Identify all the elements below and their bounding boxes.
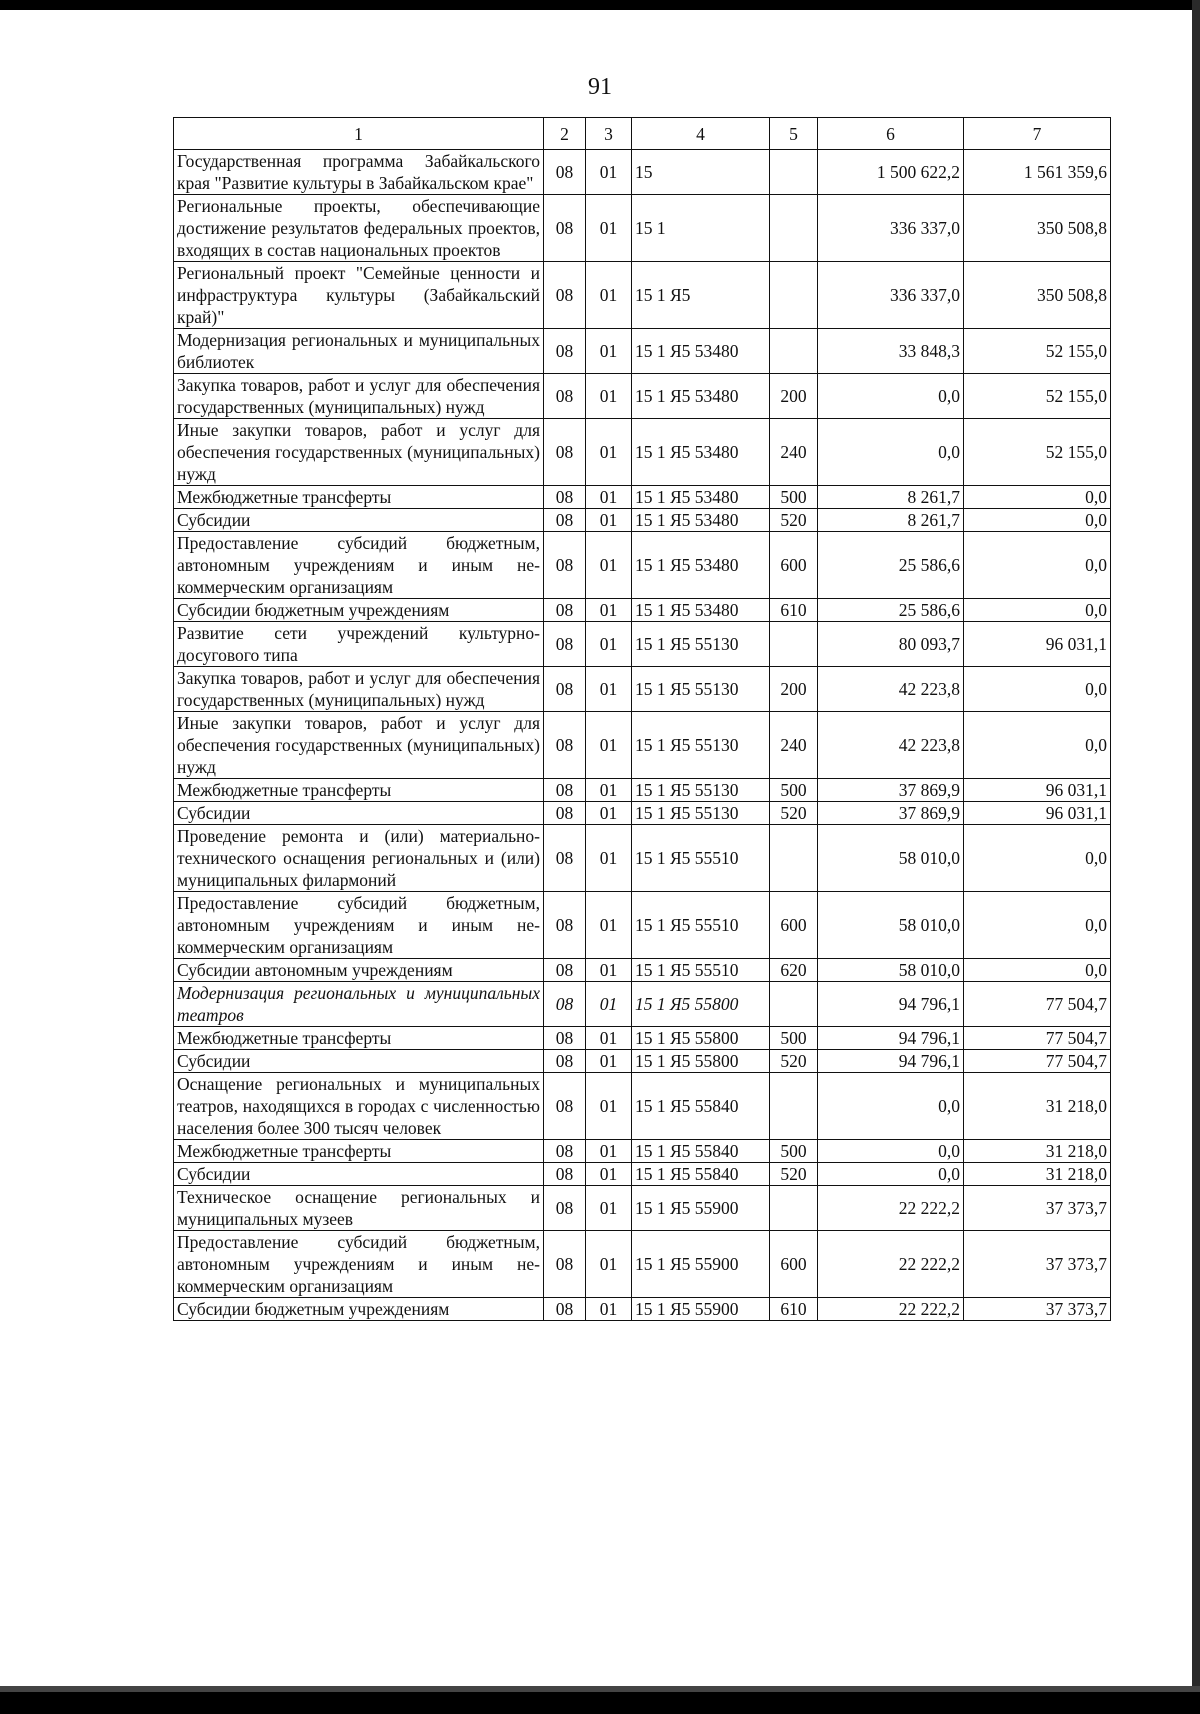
row-amount-year2: 1 561 359,6: [964, 150, 1111, 195]
row-target-article: 15 1 Я5 55510: [632, 825, 770, 892]
row-subsection: 01: [586, 712, 632, 779]
row-target-article: 15 1: [632, 195, 770, 262]
row-amount-year2: 0,0: [964, 667, 1111, 712]
table-row: [174, 150, 1111, 195]
row-section: 08: [544, 532, 586, 599]
row-target-article: 15 1 Я5 55130: [632, 802, 770, 825]
row-expense-type: 500: [770, 1140, 818, 1163]
row-target-article: 15 1 Я5 53480: [632, 532, 770, 599]
table-row: [174, 509, 1111, 532]
row-amount-year2: 0,0: [964, 825, 1111, 892]
row-section: 08: [544, 1298, 586, 1321]
row-expense-type: 600: [770, 1231, 818, 1298]
row-name: Закупка товаров, работ и услуг для обеспечения государственных (муниципальных) нужд: [174, 667, 544, 712]
row-subsection: 01: [586, 262, 632, 329]
row-section: 08: [544, 419, 586, 486]
row-name: Субсидии автономным учреждениям: [174, 959, 544, 982]
row-target-article: 15 1 Я5 55510: [632, 892, 770, 959]
table-row: [174, 329, 1111, 374]
row-section: 08: [544, 779, 586, 802]
row-expense-type: 500: [770, 1027, 818, 1050]
row-subsection: 01: [586, 599, 632, 622]
row-subsection: 01: [586, 1073, 632, 1140]
row-subsection: 01: [586, 622, 632, 667]
row-expense-type: 500: [770, 779, 818, 802]
row-section: 08: [544, 1163, 586, 1186]
row-expense-type: 600: [770, 532, 818, 599]
table-row: [174, 1073, 1111, 1140]
row-subsection: 01: [586, 374, 632, 419]
row-amount-year1: 22 222,2: [818, 1231, 964, 1298]
row-target-article: 15 1 Я5 55510: [632, 959, 770, 982]
row-target-article: 15: [632, 150, 770, 195]
header-col-1: 1: [174, 118, 544, 150]
row-target-article: 15 1 Я5 55130: [632, 779, 770, 802]
table-row: [174, 195, 1111, 262]
row-subsection: 01: [586, 892, 632, 959]
row-section: 08: [544, 329, 586, 374]
row-subsection: 01: [586, 1050, 632, 1073]
row-name: Предоставление субсидий бюджетным, автономным учреждениям и иным некоммерческим организациям: [174, 892, 544, 959]
table-row: [174, 374, 1111, 419]
budget-table: [173, 117, 1111, 1321]
row-name: Предоставление субсидий бюджетным, автономным учреждениям и иным некоммерческим организациям: [174, 1231, 544, 1298]
row-target-article: 15 1 Я5 53480: [632, 509, 770, 532]
row-amount-year1: 22 222,2: [818, 1298, 964, 1321]
row-amount-year1: 336 337,0: [818, 262, 964, 329]
table-row: [174, 1163, 1111, 1186]
row-section: 08: [544, 374, 586, 419]
row-amount-year2: 0,0: [964, 532, 1111, 599]
row-amount-year1: 0,0: [818, 1140, 964, 1163]
table-row: [174, 532, 1111, 599]
row-amount-year1: 336 337,0: [818, 195, 964, 262]
table-row: [174, 802, 1111, 825]
header-col-2: 2: [544, 118, 586, 150]
table-row: [174, 959, 1111, 982]
row-section: 08: [544, 486, 586, 509]
table-row: [174, 1298, 1111, 1321]
row-amount-year1: 8 261,7: [818, 486, 964, 509]
row-target-article: 15 1 Я5 55800: [632, 1027, 770, 1050]
row-expense-type: 520: [770, 509, 818, 532]
row-target-article: 15 1 Я5 55840: [632, 1073, 770, 1140]
row-expense-type: [770, 262, 818, 329]
row-amount-year2: 31 218,0: [964, 1140, 1111, 1163]
header-col-3: 3: [586, 118, 632, 150]
scan-border-top: [0, 0, 1200, 10]
row-name: Субсидии бюджетным учреждениям: [174, 599, 544, 622]
row-amount-year2: 96 031,1: [964, 779, 1111, 802]
row-section: 08: [544, 622, 586, 667]
row-amount-year1: 94 796,1: [818, 982, 964, 1027]
row-amount-year2: 0,0: [964, 599, 1111, 622]
row-subsection: 01: [586, 419, 632, 486]
row-subsection: 01: [586, 150, 632, 195]
row-name: Государственная программа Забайкальского края "Развитие культуры в Забайкальском крае": [174, 150, 544, 195]
row-amount-year2: 37 373,7: [964, 1298, 1111, 1321]
row-section: 08: [544, 599, 586, 622]
row-name: Предоставление субсидий бюджетным, автономным учреждениям и иным некоммерческим организациям: [174, 532, 544, 599]
table-row: [174, 1186, 1111, 1231]
row-expense-type: 240: [770, 712, 818, 779]
row-name: Иные закупки товаров, работ и услуг для обеспечения государственных (муниципальных) нужд: [174, 419, 544, 486]
row-expense-type: 200: [770, 374, 818, 419]
row-name: Модернизация региональных и муниципальных библиотек: [174, 329, 544, 374]
row-amount-year2: 77 504,7: [964, 982, 1111, 1027]
row-name: Субсидии: [174, 1163, 544, 1186]
table-row: [174, 982, 1111, 1027]
row-name: Межбюджетные трансферты: [174, 779, 544, 802]
row-expense-type: 610: [770, 599, 818, 622]
row-target-article: 15 1 Я5 53480: [632, 419, 770, 486]
row-expense-type: 610: [770, 1298, 818, 1321]
row-amount-year2: 0,0: [964, 892, 1111, 959]
row-name: Развитие сети учреждений культурно-досугового типа: [174, 622, 544, 667]
row-amount-year1: 25 586,6: [818, 599, 964, 622]
row-target-article: 15 1 Я5 55130: [632, 667, 770, 712]
row-amount-year1: 0,0: [818, 419, 964, 486]
row-name: Региональный проект "Семейные ценности и инфраструктура культуры (Забайкальский край)": [174, 262, 544, 329]
row-amount-year1: 94 796,1: [818, 1050, 964, 1073]
row-amount-year2: 37 373,7: [964, 1186, 1111, 1231]
row-name: Закупка товаров, работ и услуг для обеспечения государственных (муниципальных) нужд: [174, 374, 544, 419]
row-subsection: 01: [586, 532, 632, 599]
row-subsection: 01: [586, 1140, 632, 1163]
row-amount-year2: 0,0: [964, 712, 1111, 779]
row-amount-year2: 0,0: [964, 486, 1111, 509]
row-expense-type: [770, 825, 818, 892]
row-name: Субсидии бюджетным учреждениям: [174, 1298, 544, 1321]
row-target-article: 15 1 Я5 55900: [632, 1186, 770, 1231]
table-row: [174, 486, 1111, 509]
row-amount-year1: 25 586,6: [818, 532, 964, 599]
table-row: [174, 1231, 1111, 1298]
row-amount-year2: 52 155,0: [964, 329, 1111, 374]
table-row: [174, 779, 1111, 802]
row-amount-year2: 77 504,7: [964, 1027, 1111, 1050]
row-target-article: 15 1 Я5 53480: [632, 329, 770, 374]
row-section: 08: [544, 959, 586, 982]
row-amount-year1: 0,0: [818, 1073, 964, 1140]
row-amount-year2: 31 218,0: [964, 1163, 1111, 1186]
row-amount-year2: 77 504,7: [964, 1050, 1111, 1073]
row-expense-type: [770, 622, 818, 667]
row-amount-year2: 31 218,0: [964, 1073, 1111, 1140]
row-subsection: 01: [586, 779, 632, 802]
row-name: Иные закупки товаров, работ и услуг для обеспечения государственных (муниципальных) нужд: [174, 712, 544, 779]
row-amount-year1: 42 223,8: [818, 667, 964, 712]
row-expense-type: 600: [770, 892, 818, 959]
row-subsection: 01: [586, 509, 632, 532]
row-name: Субсидии: [174, 509, 544, 532]
row-amount-year1: 37 869,9: [818, 802, 964, 825]
table-row: [174, 419, 1111, 486]
row-target-article: 15 1 Я5 53480: [632, 374, 770, 419]
row-target-article: 15 1 Я5 55840: [632, 1163, 770, 1186]
row-section: 08: [544, 982, 586, 1027]
row-amount-year1: 58 010,0: [818, 892, 964, 959]
row-section: 08: [544, 1231, 586, 1298]
row-amount-year1: 58 010,0: [818, 825, 964, 892]
row-amount-year1: 22 222,2: [818, 1186, 964, 1231]
row-section: 08: [544, 1050, 586, 1073]
row-amount-year2: 37 373,7: [964, 1231, 1111, 1298]
row-amount-year1: 8 261,7: [818, 509, 964, 532]
row-expense-type: 500: [770, 486, 818, 509]
row-expense-type: 240: [770, 419, 818, 486]
row-section: 08: [544, 712, 586, 779]
row-amount-year2: 0,0: [964, 959, 1111, 982]
row-target-article: 15 1 Я5 55840: [632, 1140, 770, 1163]
row-target-article: 15 1 Я5 55800: [632, 982, 770, 1027]
row-section: 08: [544, 1186, 586, 1231]
row-subsection: 01: [586, 195, 632, 262]
row-name: Региональные проекты, обеспечивающие достижение результатов федеральных проектов, входящих в состав национальных проектов: [174, 195, 544, 262]
table-header-row: [174, 118, 1111, 150]
row-name: Межбюджетные трансферты: [174, 1027, 544, 1050]
row-target-article: 15 1 Я5 55900: [632, 1298, 770, 1321]
row-section: 08: [544, 150, 586, 195]
row-amount-year1: 0,0: [818, 374, 964, 419]
row-name: Межбюджетные трансферты: [174, 486, 544, 509]
header-col-7: 7: [964, 118, 1111, 150]
table-row: [174, 622, 1111, 667]
row-name: Оснащение региональных и муниципальных театров, находящихся в городах с численностью населения более 300 тысяч человек: [174, 1073, 544, 1140]
row-subsection: 01: [586, 1186, 632, 1231]
row-target-article: 15 1 Я5 55900: [632, 1231, 770, 1298]
row-target-article: 15 1 Я5 55800: [632, 1050, 770, 1073]
row-amount-year1: 42 223,8: [818, 712, 964, 779]
row-section: 08: [544, 892, 586, 959]
row-target-article: 15 1 Я5 53480: [632, 599, 770, 622]
row-expense-type: [770, 195, 818, 262]
row-amount-year1: 37 869,9: [818, 779, 964, 802]
row-subsection: 01: [586, 802, 632, 825]
row-name: Техническое оснащение региональных и муниципальных музеев: [174, 1186, 544, 1231]
row-subsection: 01: [586, 959, 632, 982]
header-col-6: 6: [818, 118, 964, 150]
scan-border-right: [1192, 0, 1200, 1714]
row-name: Межбюджетные трансферты: [174, 1140, 544, 1163]
row-amount-year1: 0,0: [818, 1163, 964, 1186]
row-section: 08: [544, 667, 586, 712]
page-number: 91: [588, 74, 612, 100]
row-name: Проведение ремонта и (или) материально-технического оснащения региональных и (или) муниципальных филармоний: [174, 825, 544, 892]
row-amount-year1: 58 010,0: [818, 959, 964, 982]
scan-border-bottom: [0, 1692, 1200, 1714]
row-target-article: 15 1 Я5 53480: [632, 486, 770, 509]
table-row: [174, 262, 1111, 329]
header-col-4: 4: [632, 118, 770, 150]
table-body: [174, 150, 1111, 1321]
row-target-article: 15 1 Я5 55130: [632, 712, 770, 779]
row-section: 08: [544, 825, 586, 892]
row-subsection: 01: [586, 1163, 632, 1186]
row-subsection: 01: [586, 1027, 632, 1050]
table-row: [174, 599, 1111, 622]
row-amount-year2: 52 155,0: [964, 374, 1111, 419]
row-section: 08: [544, 1073, 586, 1140]
row-target-article: 15 1 Я5 55130: [632, 622, 770, 667]
row-amount-year2: 0,0: [964, 509, 1111, 532]
row-section: 08: [544, 509, 586, 532]
row-subsection: 01: [586, 825, 632, 892]
table-row: [174, 1050, 1111, 1073]
row-expense-type: 520: [770, 802, 818, 825]
row-expense-type: 620: [770, 959, 818, 982]
row-name: Модернизация региональных и муниципальных театров: [174, 982, 544, 1027]
row-expense-type: 200: [770, 667, 818, 712]
row-target-article: 15 1 Я5: [632, 262, 770, 329]
row-section: 08: [544, 195, 586, 262]
table-row: [174, 667, 1111, 712]
row-section: 08: [544, 1027, 586, 1050]
row-amount-year2: 350 508,8: [964, 195, 1111, 262]
table-row: [174, 1027, 1111, 1050]
row-expense-type: [770, 1186, 818, 1231]
row-subsection: 01: [586, 486, 632, 509]
row-name: Субсидии: [174, 802, 544, 825]
row-amount-year2: 52 155,0: [964, 419, 1111, 486]
row-name: Субсидии: [174, 1050, 544, 1073]
row-expense-type: [770, 1073, 818, 1140]
row-expense-type: [770, 329, 818, 374]
table-row: [174, 892, 1111, 959]
row-expense-type: 520: [770, 1163, 818, 1186]
row-expense-type: [770, 150, 818, 195]
row-amount-year1: 33 848,3: [818, 329, 964, 374]
row-expense-type: [770, 982, 818, 1027]
row-section: 08: [544, 802, 586, 825]
table-row: [174, 825, 1111, 892]
row-subsection: 01: [586, 1298, 632, 1321]
row-section: 08: [544, 262, 586, 329]
row-subsection: 01: [586, 982, 632, 1027]
table-row: [174, 1140, 1111, 1163]
table-row: [174, 712, 1111, 779]
row-amount-year1: 94 796,1: [818, 1027, 964, 1050]
row-amount-year2: 350 508,8: [964, 262, 1111, 329]
row-amount-year1: 1 500 622,2: [818, 150, 964, 195]
row-subsection: 01: [586, 1231, 632, 1298]
row-amount-year1: 80 093,7: [818, 622, 964, 667]
row-section: 08: [544, 1140, 586, 1163]
row-amount-year2: 96 031,1: [964, 622, 1111, 667]
row-expense-type: 520: [770, 1050, 818, 1073]
row-subsection: 01: [586, 329, 632, 374]
row-subsection: 01: [586, 667, 632, 712]
header-col-5: 5: [770, 118, 818, 150]
row-amount-year2: 96 031,1: [964, 802, 1111, 825]
